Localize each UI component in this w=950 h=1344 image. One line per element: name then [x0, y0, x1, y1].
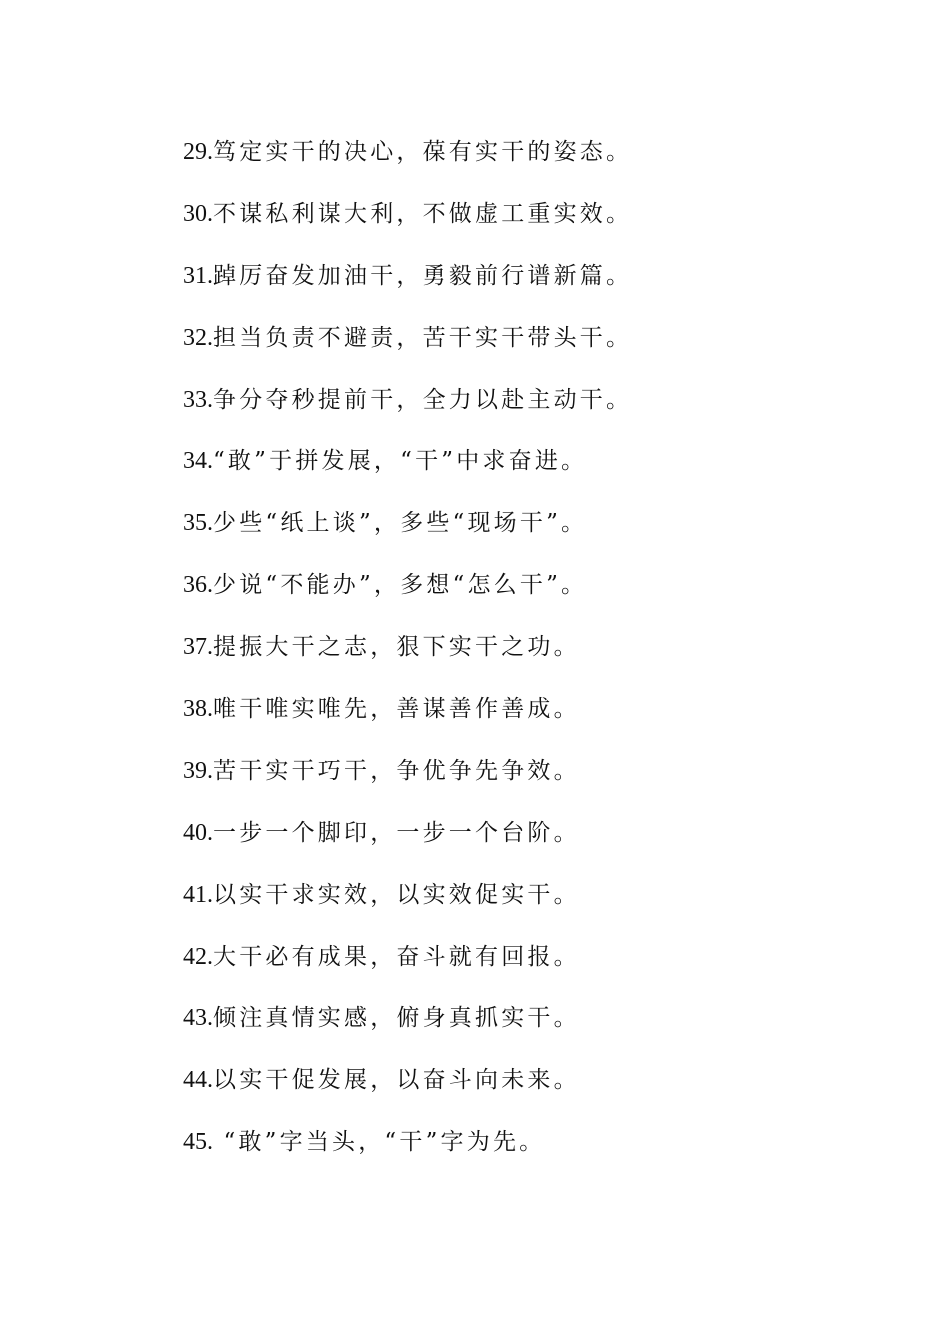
- item-text: 不谋私利谋大利，不做虚工重实效。: [213, 200, 633, 227]
- item-number: 31.: [183, 262, 213, 289]
- item-number: 45.: [183, 1129, 213, 1156]
- list-item: [183, 1122, 903, 1184]
- item-text: 唯干唯实唯先，善谋善作善成。: [213, 696, 580, 723]
- item-number: 32.: [183, 324, 213, 351]
- item-number: 29.: [183, 139, 213, 165]
- list-item: [183, 751, 903, 813]
- list-item: [183, 813, 903, 875]
- item-number: 35.: [183, 510, 213, 537]
- list-item: [183, 1060, 903, 1122]
- item-number: 33.: [183, 386, 213, 413]
- item-text: 提振大干之志，狠下实干之功。: [213, 634, 580, 661]
- item-text: 倾注真情实感，俯身真抓实干。: [213, 1005, 580, 1032]
- item-text: 笃定实干的决心，葆有实干的姿态。: [213, 139, 633, 165]
- item-number: 42.: [183, 943, 213, 970]
- item-number: 44.: [183, 1067, 213, 1094]
- list-item: [183, 441, 903, 503]
- item-text: 担当负责不避责，苦干实干带头干。: [213, 324, 633, 351]
- item-text: 苦干实干巧干，争优争先争效。: [213, 757, 580, 784]
- item-number: 30.: [183, 200, 213, 227]
- item-number: 43.: [183, 1005, 213, 1032]
- list-item: [183, 256, 903, 318]
- list-item: [183, 689, 903, 751]
- item-number: 37.: [183, 634, 213, 661]
- item-number: 39.: [183, 757, 213, 784]
- item-text: 以实干求实效，以实效促实干。: [213, 881, 580, 908]
- item-text: 以实干促发展，以奋斗向未来。: [213, 1067, 580, 1094]
- item-number: 36.: [183, 572, 213, 599]
- item-text: 一步一个脚印，一步一个台阶。: [213, 819, 580, 846]
- list-item: [183, 132, 903, 194]
- item-text: 踔厉奋发加油干，勇毅前行谱新篇。: [213, 262, 633, 289]
- list-item: [183, 627, 903, 689]
- list-item: [183, 318, 903, 380]
- item-text: 争分夺秒提前干，全力以赴主动干。: [213, 386, 633, 413]
- list-item: [183, 937, 903, 999]
- list-item: [183, 380, 903, 442]
- item-text: 少说“不能办”，多想“怎么干”。: [213, 572, 588, 599]
- item-text: 少些“纸上谈”，多些“现场干”。: [213, 510, 588, 537]
- item-number: 41.: [183, 881, 213, 908]
- list-item: [183, 194, 903, 256]
- item-number: 40.: [183, 819, 213, 846]
- list-item: [183, 503, 903, 565]
- item-number: 38.: [183, 696, 213, 723]
- list-item: [183, 565, 903, 627]
- item-text: 大干必有成果，奋斗就有回报。: [213, 943, 580, 970]
- item-text: “敢”字当头，“干”字为先。: [213, 1129, 546, 1156]
- slogan-list: [183, 132, 903, 1184]
- list-item: [183, 875, 903, 937]
- item-number: 34.: [183, 448, 213, 475]
- list-item: [183, 998, 903, 1060]
- item-text: “敢”于拼发展，“干”中求奋进。: [213, 448, 588, 475]
